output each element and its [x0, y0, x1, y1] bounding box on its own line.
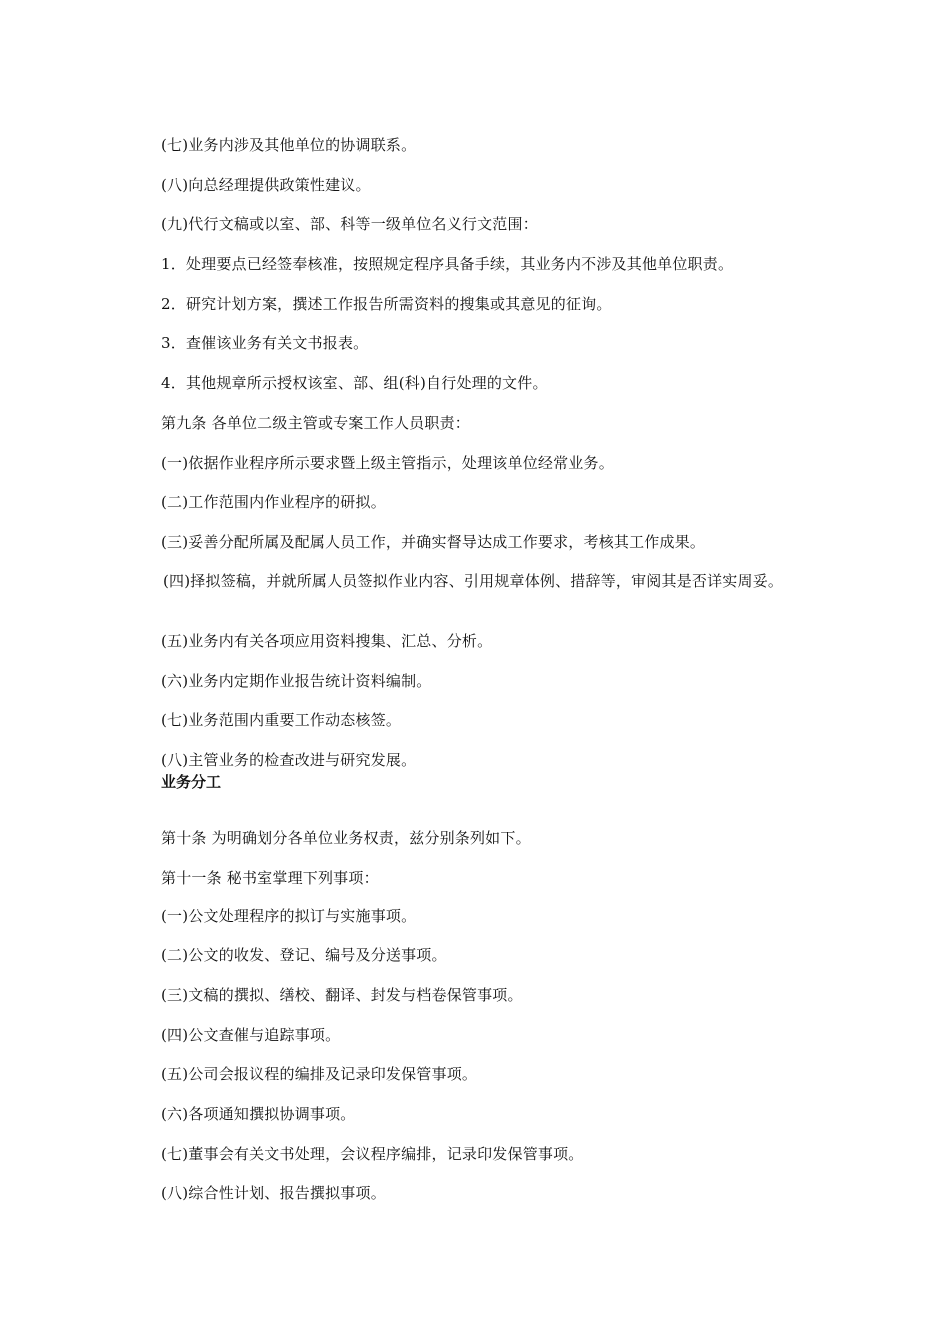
paragraph: (四)公文查催与追踪事项。: [161, 1026, 341, 1044]
paragraph: (六)各项通知撰拟协调事项。: [161, 1105, 356, 1123]
list-item: 4．其他规章所示授权该室、部、组(科)自行处理的文件。: [161, 374, 548, 392]
article-paragraph: 第九条 各单位二级主管或专案工作人员职责：: [161, 414, 470, 432]
paragraph: (二)工作范围内作业程序的研拟。: [161, 493, 386, 511]
paragraph: (七)董事会有关文书处理，会议程序编排，记录印发保管事项。: [161, 1145, 584, 1163]
paragraph: (八)综合性计划、报告撰拟事项。: [161, 1184, 386, 1202]
paragraph: (五)公司会报议程的编排及记录印发保管事项。: [161, 1065, 478, 1083]
paragraph: (一)公文处理程序的拟订与实施事项。: [161, 907, 417, 925]
paragraph: (七)业务范围内重要工作动态核签。: [161, 711, 402, 729]
paragraph: (九)代行文稿或以室、部、科等一级单位名义行文范围：: [161, 215, 538, 233]
paragraph: (三)文稿的撰拟、缮校、翻译、封发与档卷保管事项。: [161, 986, 523, 1004]
article-paragraph: 第十条 为明确划分各单位业务权责，兹分别条列如下。: [161, 829, 531, 847]
paragraph: (七)业务内涉及其他单位的协调联系。: [161, 136, 417, 154]
list-item: 2．研究计划方案，撰述工作报告所需资料的搜集或其意见的征询。: [161, 295, 612, 313]
paragraph: (八)向总经理提供政策性建议。: [161, 176, 371, 194]
paragraph: (三)妥善分配所属及配属人员工作，并确实督导达成工作要求，考核其工作成果。: [161, 533, 706, 551]
list-item: 3．查催该业务有关文书报表。: [161, 334, 369, 352]
paragraph: (一)依据作业程序所示要求暨上级主管指示，处理该单位经常业务。: [161, 454, 614, 472]
section-heading: 业务分工: [161, 773, 222, 791]
paragraph: (五)业务内有关各项应用资料搜集、汇总、分析。: [161, 632, 493, 650]
list-item: 1．处理要点已经签奉核准，按照规定程序具备手续，其业务内不涉及其他单位职责。: [161, 255, 734, 273]
paragraph: (六)业务内定期作业报告统计资料编制。: [161, 672, 432, 690]
paragraph: (四)择拟签稿，并就所属人员签拟作业内容、引用规章体例、措辞等，审阅其是否详实周妥。: [163, 572, 784, 590]
article-paragraph: 第十一条 秘书室掌理下列事项：: [161, 869, 379, 887]
paragraph: (八)主管业务的检查改进与研究发展。: [161, 751, 417, 769]
paragraph: (二)公文的收发、登记、编号及分送事项。: [161, 946, 447, 964]
